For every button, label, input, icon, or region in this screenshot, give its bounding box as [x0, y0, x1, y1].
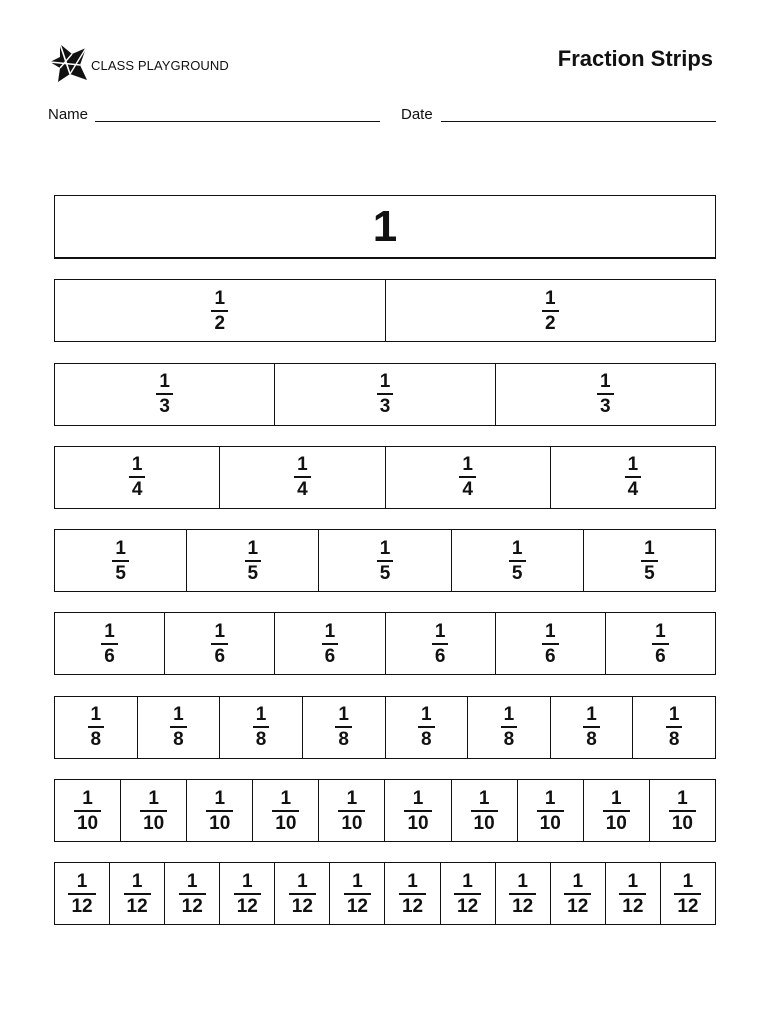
logo-icon [50, 44, 88, 82]
fraction [625, 455, 642, 499]
fraction-bar [669, 810, 696, 812]
fraction-numerator: 1 [407, 870, 418, 892]
fraction-denominator: 10 [76, 812, 99, 834]
fraction [418, 705, 435, 749]
fraction-denominator: 10 [407, 812, 429, 834]
fraction-denominator: 12 [236, 895, 258, 917]
fraction [211, 289, 228, 333]
fraction [674, 872, 701, 916]
fraction-denominator: 4 [297, 479, 308, 501]
fraction-denominator: 10 [209, 812, 231, 834]
fraction [206, 789, 233, 833]
fraction-cell [252, 780, 318, 841]
fraction [253, 705, 270, 749]
fraction-denominator: 10 [671, 812, 693, 834]
fraction-numerator: 1 [148, 787, 159, 809]
fraction-bar [179, 893, 206, 895]
fraction-denominator: 8 [668, 729, 680, 751]
fraction-numerator: 1 [76, 870, 88, 892]
fraction-numerator: 1 [544, 787, 556, 809]
fraction [245, 539, 262, 583]
fraction-bar [322, 643, 339, 645]
fraction [641, 539, 658, 583]
fraction [289, 872, 316, 916]
fraction [564, 872, 591, 916]
fraction-cell [550, 697, 633, 758]
fraction-bar [245, 560, 262, 562]
fraction-denominator: 10 [341, 812, 363, 834]
fraction [509, 539, 526, 583]
fraction-denominator: 8 [421, 729, 432, 751]
fraction-denominator: 6 [324, 645, 336, 667]
fraction-cell [384, 780, 450, 841]
fraction-cell [219, 447, 384, 508]
fraction-denominator: 2 [214, 312, 226, 334]
fraction [542, 622, 559, 666]
fraction-bar [454, 893, 481, 895]
fraction-denominator: 8 [90, 729, 102, 751]
page-title: Fraction Strips [557, 46, 713, 71]
fraction [509, 872, 536, 916]
fraction [542, 289, 559, 333]
fraction-cell [385, 697, 468, 758]
fraction-cell [137, 697, 220, 758]
fraction-denominator: 12 [401, 895, 424, 917]
fraction [234, 872, 261, 916]
fraction-cell [384, 863, 439, 924]
fraction-numerator: 1 [346, 787, 358, 809]
fraction [404, 789, 431, 833]
fraction-cell [274, 364, 494, 425]
fraction-cell [55, 280, 385, 341]
fraction-numerator: 1 [241, 870, 253, 892]
fraction [432, 622, 449, 666]
fraction-cell [164, 613, 274, 674]
fraction-bar [68, 893, 95, 895]
fraction-bar [88, 726, 105, 728]
fraction-bar [377, 560, 394, 562]
fraction-numerator: 1 [90, 704, 102, 726]
fraction-numerator: 1 [434, 620, 446, 642]
fraction-numerator: 1 [644, 537, 655, 559]
fraction-denominator: 3 [159, 396, 170, 418]
fraction-denominator: 12 [71, 895, 93, 917]
fraction-numerator: 1 [186, 870, 198, 892]
fraction-numerator: 1 [421, 704, 432, 726]
fraction-bar [471, 810, 498, 812]
whole-strip [54, 195, 716, 259]
fraction-denominator: 8 [338, 729, 349, 751]
fraction [666, 705, 683, 749]
fraction-bar [537, 810, 564, 812]
fraction-numerator: 1 [214, 287, 226, 309]
fraction-denominator: 4 [462, 479, 473, 501]
fraction-numerator: 1 [352, 870, 363, 892]
fraction-bar [211, 310, 228, 312]
fraction-cell [467, 697, 550, 758]
fraction-bar [112, 560, 129, 562]
fraction-cell [219, 863, 274, 924]
fraction [537, 789, 564, 833]
fraction-bar [619, 893, 646, 895]
fraction-bar [377, 393, 394, 395]
fraction-numerator: 1 [214, 620, 226, 642]
fraction-bar [641, 560, 658, 562]
fraction-numerator: 1 [655, 620, 666, 642]
fraction [272, 789, 299, 833]
fraction-cell [186, 530, 318, 591]
fraction-bar [124, 893, 151, 895]
fraction-numerator: 1 [82, 787, 93, 809]
fraction-denominator: 12 [181, 895, 203, 917]
fraction-numerator: 1 [462, 454, 473, 476]
fraction-cell [440, 863, 495, 924]
fraction [471, 789, 498, 833]
fraction-cell [605, 863, 660, 924]
fraction-denominator: 5 [644, 562, 655, 584]
fraction-denominator: 12 [126, 895, 148, 917]
date-label: Date [401, 106, 433, 123]
fraction-cell [164, 863, 219, 924]
fraction-strip [54, 696, 716, 759]
fraction-numerator: 1 [682, 870, 694, 892]
name-label: Name [48, 106, 89, 123]
fraction [140, 789, 167, 833]
fraction-numerator: 1 [297, 454, 308, 476]
fraction-denominator: 6 [544, 645, 556, 667]
fraction-bar [501, 726, 518, 728]
fraction-bar [404, 810, 431, 812]
fraction-numerator: 1 [104, 620, 115, 642]
fraction-denominator: 12 [567, 895, 589, 917]
fraction-cell [385, 613, 495, 674]
fraction-numerator: 1 [478, 787, 490, 809]
fraction-numerator: 1 [517, 870, 528, 892]
fraction-bar [583, 726, 600, 728]
fraction-cell [109, 863, 164, 924]
fraction-numerator: 1 [503, 704, 515, 726]
fraction [454, 872, 481, 916]
fraction-bar [234, 893, 261, 895]
fraction-bar [542, 643, 559, 645]
fraction-strips [54, 195, 716, 925]
fraction [338, 789, 365, 833]
fraction-numerator: 1 [544, 287, 556, 309]
fraction-numerator: 1 [379, 537, 391, 559]
fraction-cell [55, 447, 219, 508]
fraction-cell [649, 780, 715, 841]
fraction-numerator: 1 [412, 787, 424, 809]
fraction-bar [206, 810, 233, 812]
fraction [156, 372, 173, 416]
fraction-strip [54, 779, 716, 842]
fraction-cell [451, 780, 517, 841]
fraction-bar [652, 643, 669, 645]
fraction-denominator: 8 [503, 729, 515, 751]
fraction [322, 622, 339, 666]
fraction-denominator: 10 [143, 812, 165, 834]
fraction [399, 872, 426, 916]
fraction-denominator: 10 [605, 812, 627, 834]
fraction-cell [660, 863, 715, 924]
fraction-bar [432, 643, 449, 645]
fraction-denominator: 12 [346, 895, 368, 917]
fraction [597, 372, 614, 416]
fraction-bar [564, 893, 591, 895]
fraction [652, 622, 669, 666]
fraction-bar [542, 310, 559, 312]
fraction-numerator: 1 [247, 537, 259, 559]
fraction-cell [550, 863, 605, 924]
fraction [619, 872, 646, 916]
fraction-denominator: 6 [214, 645, 226, 667]
fraction-cell [274, 613, 384, 674]
fraction [68, 872, 95, 916]
fraction [112, 539, 129, 583]
fraction-denominator: 12 [622, 895, 644, 917]
fraction-cell [451, 530, 583, 591]
fraction-numerator: 1 [115, 537, 126, 559]
fraction [129, 455, 146, 499]
fraction-bar [101, 643, 118, 645]
fraction-bar [344, 893, 371, 895]
fraction-denominator: 6 [104, 645, 115, 667]
fraction [603, 789, 630, 833]
fraction-cell [55, 863, 109, 924]
fraction-cell [583, 530, 715, 591]
fraction-bar [140, 810, 167, 812]
fraction-bar [294, 476, 311, 478]
fraction-bar [399, 893, 426, 895]
fraction-strip [54, 529, 716, 592]
fraction-cell [318, 780, 384, 841]
fraction-denominator: 8 [255, 729, 267, 751]
fraction-denominator: 5 [247, 562, 259, 584]
fraction-numerator: 1 [611, 787, 622, 809]
fraction-strip [54, 612, 716, 675]
fraction-denominator: 2 [544, 312, 556, 334]
fraction [170, 705, 187, 749]
fraction-denominator: 5 [379, 562, 391, 584]
fraction [101, 622, 118, 666]
name-field-line [95, 121, 380, 122]
fraction-bar [253, 726, 270, 728]
fraction-cell [329, 863, 384, 924]
fraction-denominator: 6 [655, 645, 666, 667]
fraction-strip [54, 862, 716, 925]
fraction-numerator: 1 [297, 870, 308, 892]
fraction-numerator: 1 [462, 870, 473, 892]
fraction-cell [120, 780, 186, 841]
fraction-denominator: 10 [539, 812, 561, 834]
fraction-cell [274, 863, 329, 924]
fraction-numerator: 1 [600, 371, 611, 393]
fraction [583, 705, 600, 749]
fraction-denominator: 12 [457, 895, 479, 917]
fraction-bar [129, 476, 146, 478]
fraction-denominator: 12 [512, 895, 534, 917]
fraction-cell [495, 364, 715, 425]
fraction [88, 705, 105, 749]
fraction-strip [54, 279, 716, 342]
fraction-cell [318, 530, 450, 591]
fraction-numerator: 1 [173, 704, 184, 726]
fraction-bar [625, 476, 642, 478]
fraction-numerator: 1 [627, 870, 639, 892]
fraction-cell [550, 447, 715, 508]
fraction-bar [170, 726, 187, 728]
fraction-cell [583, 780, 649, 841]
fraction [377, 539, 394, 583]
fraction [179, 872, 206, 916]
fraction-cell [385, 280, 716, 341]
fraction-denominator: 12 [291, 895, 313, 917]
fraction-bar [335, 726, 352, 728]
fraction-denominator: 10 [473, 812, 495, 834]
fraction-denominator: 8 [173, 729, 184, 751]
fraction-denominator: 6 [434, 645, 446, 667]
fraction-cell [632, 697, 715, 758]
fraction-bar [459, 476, 476, 478]
fraction [74, 789, 101, 833]
fraction-numerator: 1 [627, 454, 639, 476]
fraction-numerator: 1 [131, 870, 143, 892]
fraction-cell [186, 780, 252, 841]
fraction-bar [509, 560, 526, 562]
fraction-numerator: 1 [677, 787, 688, 809]
fraction-bar [289, 893, 316, 895]
fraction-cell [495, 613, 605, 674]
date-field-line [441, 121, 716, 122]
fraction [669, 789, 696, 833]
fraction-denominator: 5 [511, 562, 523, 584]
fraction-cell [219, 697, 302, 758]
fraction-denominator: 4 [131, 479, 143, 501]
fraction [335, 705, 352, 749]
brand-name: CLASS PLAYGROUND [91, 58, 229, 73]
fraction-cell [55, 697, 137, 758]
fraction [211, 622, 228, 666]
fraction-bar [338, 810, 365, 812]
fraction-bar [272, 810, 299, 812]
fraction [344, 872, 371, 916]
fraction [459, 455, 476, 499]
fraction-bar [666, 726, 683, 728]
fraction-numerator: 1 [280, 787, 292, 809]
fraction-denominator: 3 [600, 396, 611, 418]
fraction-denominator: 5 [115, 562, 126, 584]
fraction [124, 872, 151, 916]
fraction-cell [55, 780, 120, 841]
fraction-cell [517, 780, 583, 841]
fraction-denominator: 3 [379, 396, 391, 418]
fraction-cell [55, 364, 274, 425]
fraction-bar [156, 393, 173, 395]
fraction-strip [54, 446, 716, 509]
fraction-bar [674, 893, 701, 895]
fraction-cell [605, 613, 715, 674]
fraction-numerator: 1 [159, 371, 170, 393]
fraction-strip [54, 363, 716, 426]
fraction [294, 455, 311, 499]
fraction-bar [509, 893, 536, 895]
fraction-cell [55, 530, 186, 591]
fraction-cell [302, 697, 385, 758]
fraction-numerator: 1 [338, 704, 349, 726]
fraction-numerator: 1 [131, 454, 143, 476]
fraction-numerator: 1 [586, 704, 597, 726]
fraction-cell [385, 447, 550, 508]
fraction-numerator: 1 [379, 371, 391, 393]
fraction-bar [211, 643, 228, 645]
fraction-denominator: 8 [586, 729, 597, 751]
fraction-numerator: 1 [214, 787, 226, 809]
fraction-numerator: 1 [511, 537, 523, 559]
fraction-cell [495, 863, 550, 924]
fraction [377, 372, 394, 416]
fraction-denominator: 4 [627, 479, 639, 501]
fraction [501, 705, 518, 749]
fraction-numerator: 1 [544, 620, 556, 642]
whole-label: 1 [372, 201, 398, 251]
fraction-cell [55, 613, 164, 674]
fraction-numerator: 1 [572, 870, 584, 892]
fraction-denominator: 12 [677, 895, 699, 917]
fraction-numerator: 1 [668, 704, 680, 726]
fraction-bar [603, 810, 630, 812]
fraction-bar [74, 810, 101, 812]
fraction-bar [418, 726, 435, 728]
fraction-numerator: 1 [324, 620, 336, 642]
fraction-bar [597, 393, 614, 395]
fraction-numerator: 1 [255, 704, 267, 726]
fraction-denominator: 10 [275, 812, 297, 834]
